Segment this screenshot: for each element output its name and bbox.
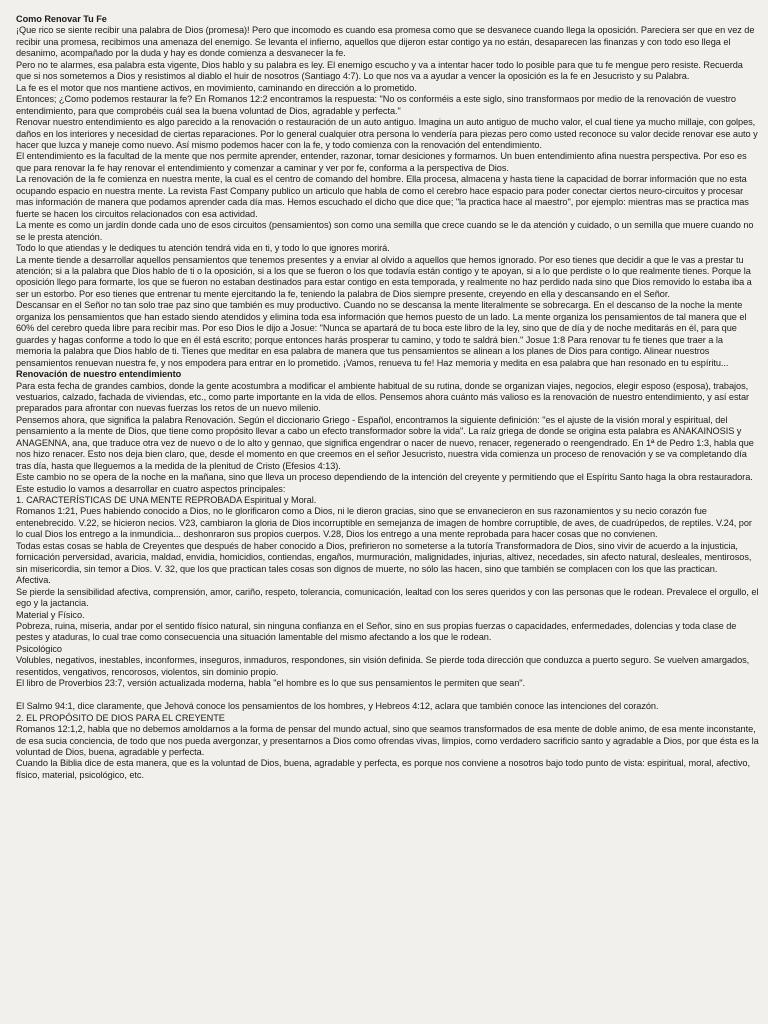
- paragraph: Se pierde la sensibilidad afectiva, comprensión, amor, cariño, respeto, tolerancia, comunicación, lealtad con los seres queridos y con las personas que le rodean. Prevalece el orgullo, el ego y la jactancia.: [16, 586, 759, 609]
- paragraph: Este cambio no se opera de la noche en la mañana, sino que lleva un proceso dependiendo de la intención del creyente y permitiendo que el Espíritu Santo haga la obra restauradora.: [16, 472, 753, 483]
- paragraph: Este estudio lo vamos a desarrollar en cuatro aspectos principales:: [16, 483, 286, 494]
- paragraph: 2. EL PROPÓSITO DE DIOS PARA EL CREYENTE: [16, 712, 225, 723]
- paragraph: El libro de Proverbios 23:7, versión actualizada moderna, habla "el hombre es lo que sus pensamientos le permiten que sean".: [16, 678, 525, 689]
- paragraph: Volubles, negativos, inestables, inconformes, inseguros, inmaduros, respondones, sin visión definida. Se pierde toda dirección que conduzca a puerto seguro. Se vuelven amargados, resentidos, vengativos, rencorosos, violentos, sin dominio propio.: [16, 655, 750, 677]
- paragraph: Entonces; ¿Como podemos restaurar la fe? En Romanos 12:2 encontramos la respuesta: "No os conforméis a este siglo, sino transformaos por medio de la renovación de vuestro entendimiento, para que comprobéis cuál sea la buena voluntad de Dios, agradable y perfecta.": [16, 94, 736, 116]
- paragraph: Pensemos ahora, que significa la palabra Renovación. Según el diccionario Griego - Español, encontramos la siguiente definición: "es el ajuste de la visión moral y espiritual, del pensamiento a la mente de Dios, que tiene como propósito llevar a cabo un efecto transformador sobre la vida". La raíz griega de donde se origina esta palabra es ANAKAINOSIS y ANAGENNA, ana, que traduce otra vez de nuevo o de lo alto y gennao, que significa engendrar o nacer de nuevo, renacer, regenerado o reengendrado. En 1ª de Pedro 1:3, habla que nos hizo renacer. Esto nos deja bien claro, que, desde el momento en que creemos en el señor Jesucristo, nuestra vida comienza un proceso de renovación y se va completando día tras día, hasta que lleguemos a la medida de la plenitud de Cristo (Efesios 4:13).: [16, 414, 754, 471]
- paragraph: Descansar en el Señor no tan solo trae paz sino que también es muy productivo. Cuando no se descansa la mente literalmente se sobrecarga. En el descanso de la noche la mente organiza los pensamientos que han estado siendo atendidos y elimina toda esa información que hemos puesto de un lado. La mente organiza los pensamientos de tal manera que el 60% del cerebro queda libre para recibir mas. Por eso Dios le dijo a Josue: "Nunca se apartará de tu boca este libro de la ley, sino que de día y de noche meditarás en él, para que guardes y hagas conforme a todo lo que en él está escrito; porque entonces harás prosperar tu camino, y todo te saldrá bien." Josue 1:8 Para renovar tu fe tienes que traer a la memoria la palabra que Dios hablo de ti. Tienes que meditar en esa palabra de manera que tus pensamientos se alinean a los planes de Dios para contigo. Alinear nuestros pensamientos renuevan nuestra fe, y nos empodera para entrar en lo prometido. ¡Vamos, renueva tu fe! Haz memoria y medita en esa palabra que han resonado en tu espíritu...: [16, 300, 747, 368]
- paragraph: Para esta fecha de grandes cambios, donde la gente acostumbra a modificar el ambiente habitual de su rutina, donde se organizan viajes, negocios, elegir esposo (esposa), trabajos, vestuarios, calzado, fachada de viviendas, etc., como parte importante en la vida de ellos. Pensemos ahora cuánto más valioso es la renovación de nuestro entendimiento, y así estar preparados para afrontar con nuevas fuerzas los retos de un nuevo milenio.: [16, 380, 750, 414]
- paragraph: Material y Físico.: [16, 609, 85, 620]
- paragraph: Pobreza, ruina, miseria, andar por el sentido físico natural, sin ninguna confianza en el Señor, sino en sus propias fuerzas o capacidades, enfermedades, dolencias y toda clase de pestes y ataduras, lo cual trae como consecuencia una situación lamentable del mismo afectando a los que le rodean.: [16, 621, 737, 643]
- paragraph: La mente es como un jardín donde cada uno de esos circuitos (pensamientos) son como una semilla que crece cuando se le da atención y cuidado, o un semilla que muere cuando no se le presta atención.: [16, 220, 754, 242]
- paragraph: Renovar nuestro entendimiento es algo parecido a la renovación o restauración de un auto antiguo. Imagina un auto antiguo de mucho valor, el cual tiene ya mucho millaje, con golpes, daños en los interiores y necesidad de ciertas reparaciones. Por lo general cualquier otra persona lo vendería para piezas pero como usted reconoce su valor decide renovar ese auto y hacer que luzca y maneje como nuevo. Así mismo podemos hacer con la fe, y todo comienza con la renovación del entendimiento.: [16, 117, 758, 150]
- paragraph: Cuando la Biblia dice de esta manera, que es la voluntad de Dios, buena, agradable y perfecta, es porque nos conviene a nosotros bajo todo punto de vista: espiritual, moral, afectivo, físico, material, psicológico, etc.: [16, 758, 750, 780]
- paragraph: Romanos 1:21, Pues habiendo conocido a Dios, no le glorificaron como a Dios, ni le dieron gracias, sino que se envanecieron en sus razonamientos y su necio corazón fue entenebrecido. V.22, se hicieron necios. V23, cambiaron la gloria de Dios incorruptible en semejanza de imagen de hombre corruptible, de aves, de cuadrúpedos, de reptiles. V.24, por lo cual Dios los entrego a la inmundicia... deshonraron sus propios cuerpos. V.28, Dios los entrego a una mente reprobada para hacer cosas que no convienen.: [16, 506, 752, 540]
- paragraph: Psicológico: [16, 643, 62, 654]
- paragraph: La fe es el motor que nos mantiene activos, en movimiento, caminando en dirección a lo prometido.: [16, 82, 417, 93]
- section-heading: Renovación de nuestro entendimiento: [16, 369, 182, 380]
- paragraph: Afectiva.: [16, 575, 51, 586]
- section-heading: Como Renovar Tu Fe: [16, 14, 107, 24]
- paragraph: 1. CARACTERÍSTICAS DE UNA MENTE REPROBADA Espiritual y Moral.: [16, 495, 317, 506]
- paragraph: ¡Que rico se siente recibir una palabra de Dios (promesa)! Pero que incomodo es cuando esa promesa como que se desvanece cuando llega la oposición. Pareciera ser que en vez de recibir una promesa, recibimos una amenaza del enemigo. Se levanta el infierno, aquellos que dijeron estar contigo ya no están, desaparecen las finanzas y con todo eso llega el desanimo, acompañado por la duda y hay es donde comienza a desvanecer la fe.: [16, 25, 755, 59]
- paragraph: Todo lo que atiendas y le dediques tu atención tendrá vida en ti, y todo lo que ignores morirá.: [16, 243, 390, 254]
- paragraph: La mente tiende a desarrollar aquellos pensamientos que tenemos presentes y a enviar al olvido a aquellos que hemos ignorado. Por eso tienes que decidir a que le vas a prestar tu atención; si a la palabra que Dios hablo de ti o la oposición, si a los que se fueron o los que todavía están contigo y te apoyan, si a lo que perdiste o lo que realmente tienes. Porque la oposición llego para formarte, los que se fueron no estaban destinados para estar contigo en esta temporada, y realmente no haz perdido nada sino que Dios removido lo estaba iba a ser un estorbo. Por eso tienes que entrenar tu mente ejercitando la fe, teniendo la palabra de Dios siempre presente, creyendo en ella y descansando en el Señor.: [16, 254, 752, 299]
- paragraph: La renovación de la fe comienza en nuestra mente, la cual es el centro de comando del hombre. Ella procesa, almacena y hasta tiene la capacidad de borrar información que no esta ocupando espacio en nuestra mente. La revista Fast Company publico un articulo que habla de como el cerebro hace espacio para poder conectar ciertos neuro-circuitos y procesar mas información de manera que podamos aprender cada día mas. Hemos escuchado el dicho que dice que; "la practica hace al maestro", por ejemplo: mientras mas se practica mas fuerte se hacen los circuitos relacionados con esa actividad.: [16, 174, 749, 219]
- paragraph: Romanos 12:1,2, habla que no debemos amoldarnos a la forma de pensar del mundo actual, sino que seamos transformados de esa mente de doble animo, de esa mente inconstante, de esa sucia conciencia, de todo que nos pueda avergonzar, y presentarnos a Dios como ofrendas vivas, limpios, como verdadero sacrificio santo y agradable a Dios, por que ésta es la voluntad de Dios, buena, agradable y perfecta.: [16, 724, 759, 757]
- paragraph: El Salmo 94:1, dice claramente, que Jehová conoce los pensamientos de los hombres, y Hebreos 4:12, aclara que también conoce las intenciones del corazón.: [16, 701, 659, 712]
- blank-line: [16, 690, 760, 701]
- paragraph: Todas estas cosas se habla de Creyentes que después de haber conocido a Dios, prefirieron no someterse a la tutoría Transformadora de Dios, sino vivir de acuerdo a la injusticia, fornicación perversidad, avaricia, maldad, envidia, homicidios, contiendas, engaños, murmuración, malignidades, injurias, altivez, necedades, sin afecto natural, desleales, mentirosos, sin misericordia, sin temor a Dios. V. 32, que los que practican tales cosas son dignos de muerte, no sólo las hacen, sino que también se complacen con los que las practican.: [16, 540, 752, 574]
- paragraph: El entendimiento es la facultad de la mente que nos permite aprender, entender, razonar, tomar desiciones y formarnos. Un buen entendimiento afina nuestra perspectiva. Por eso es que para renovar la fe hay renovar el entendimiento y comenzar a caminar y ver por fe, conforma a la perspectiva de Dios.: [16, 151, 747, 173]
- paragraph: Pero no te alarmes, esa palabra esta vigente, Dios hablo y su palabra es ley. El enemigo escucho y va a intentar hacer todo lo posible para que tu fe mengue pero resiste. Recuerda que si nos sometemos a Dios y resistimos al diablo el huir de nosotros (Santiago 4:7). Lo que nos va a ayudar a vencer la oposición es la fe en Jesucristo y su Palabra.: [16, 59, 743, 82]
